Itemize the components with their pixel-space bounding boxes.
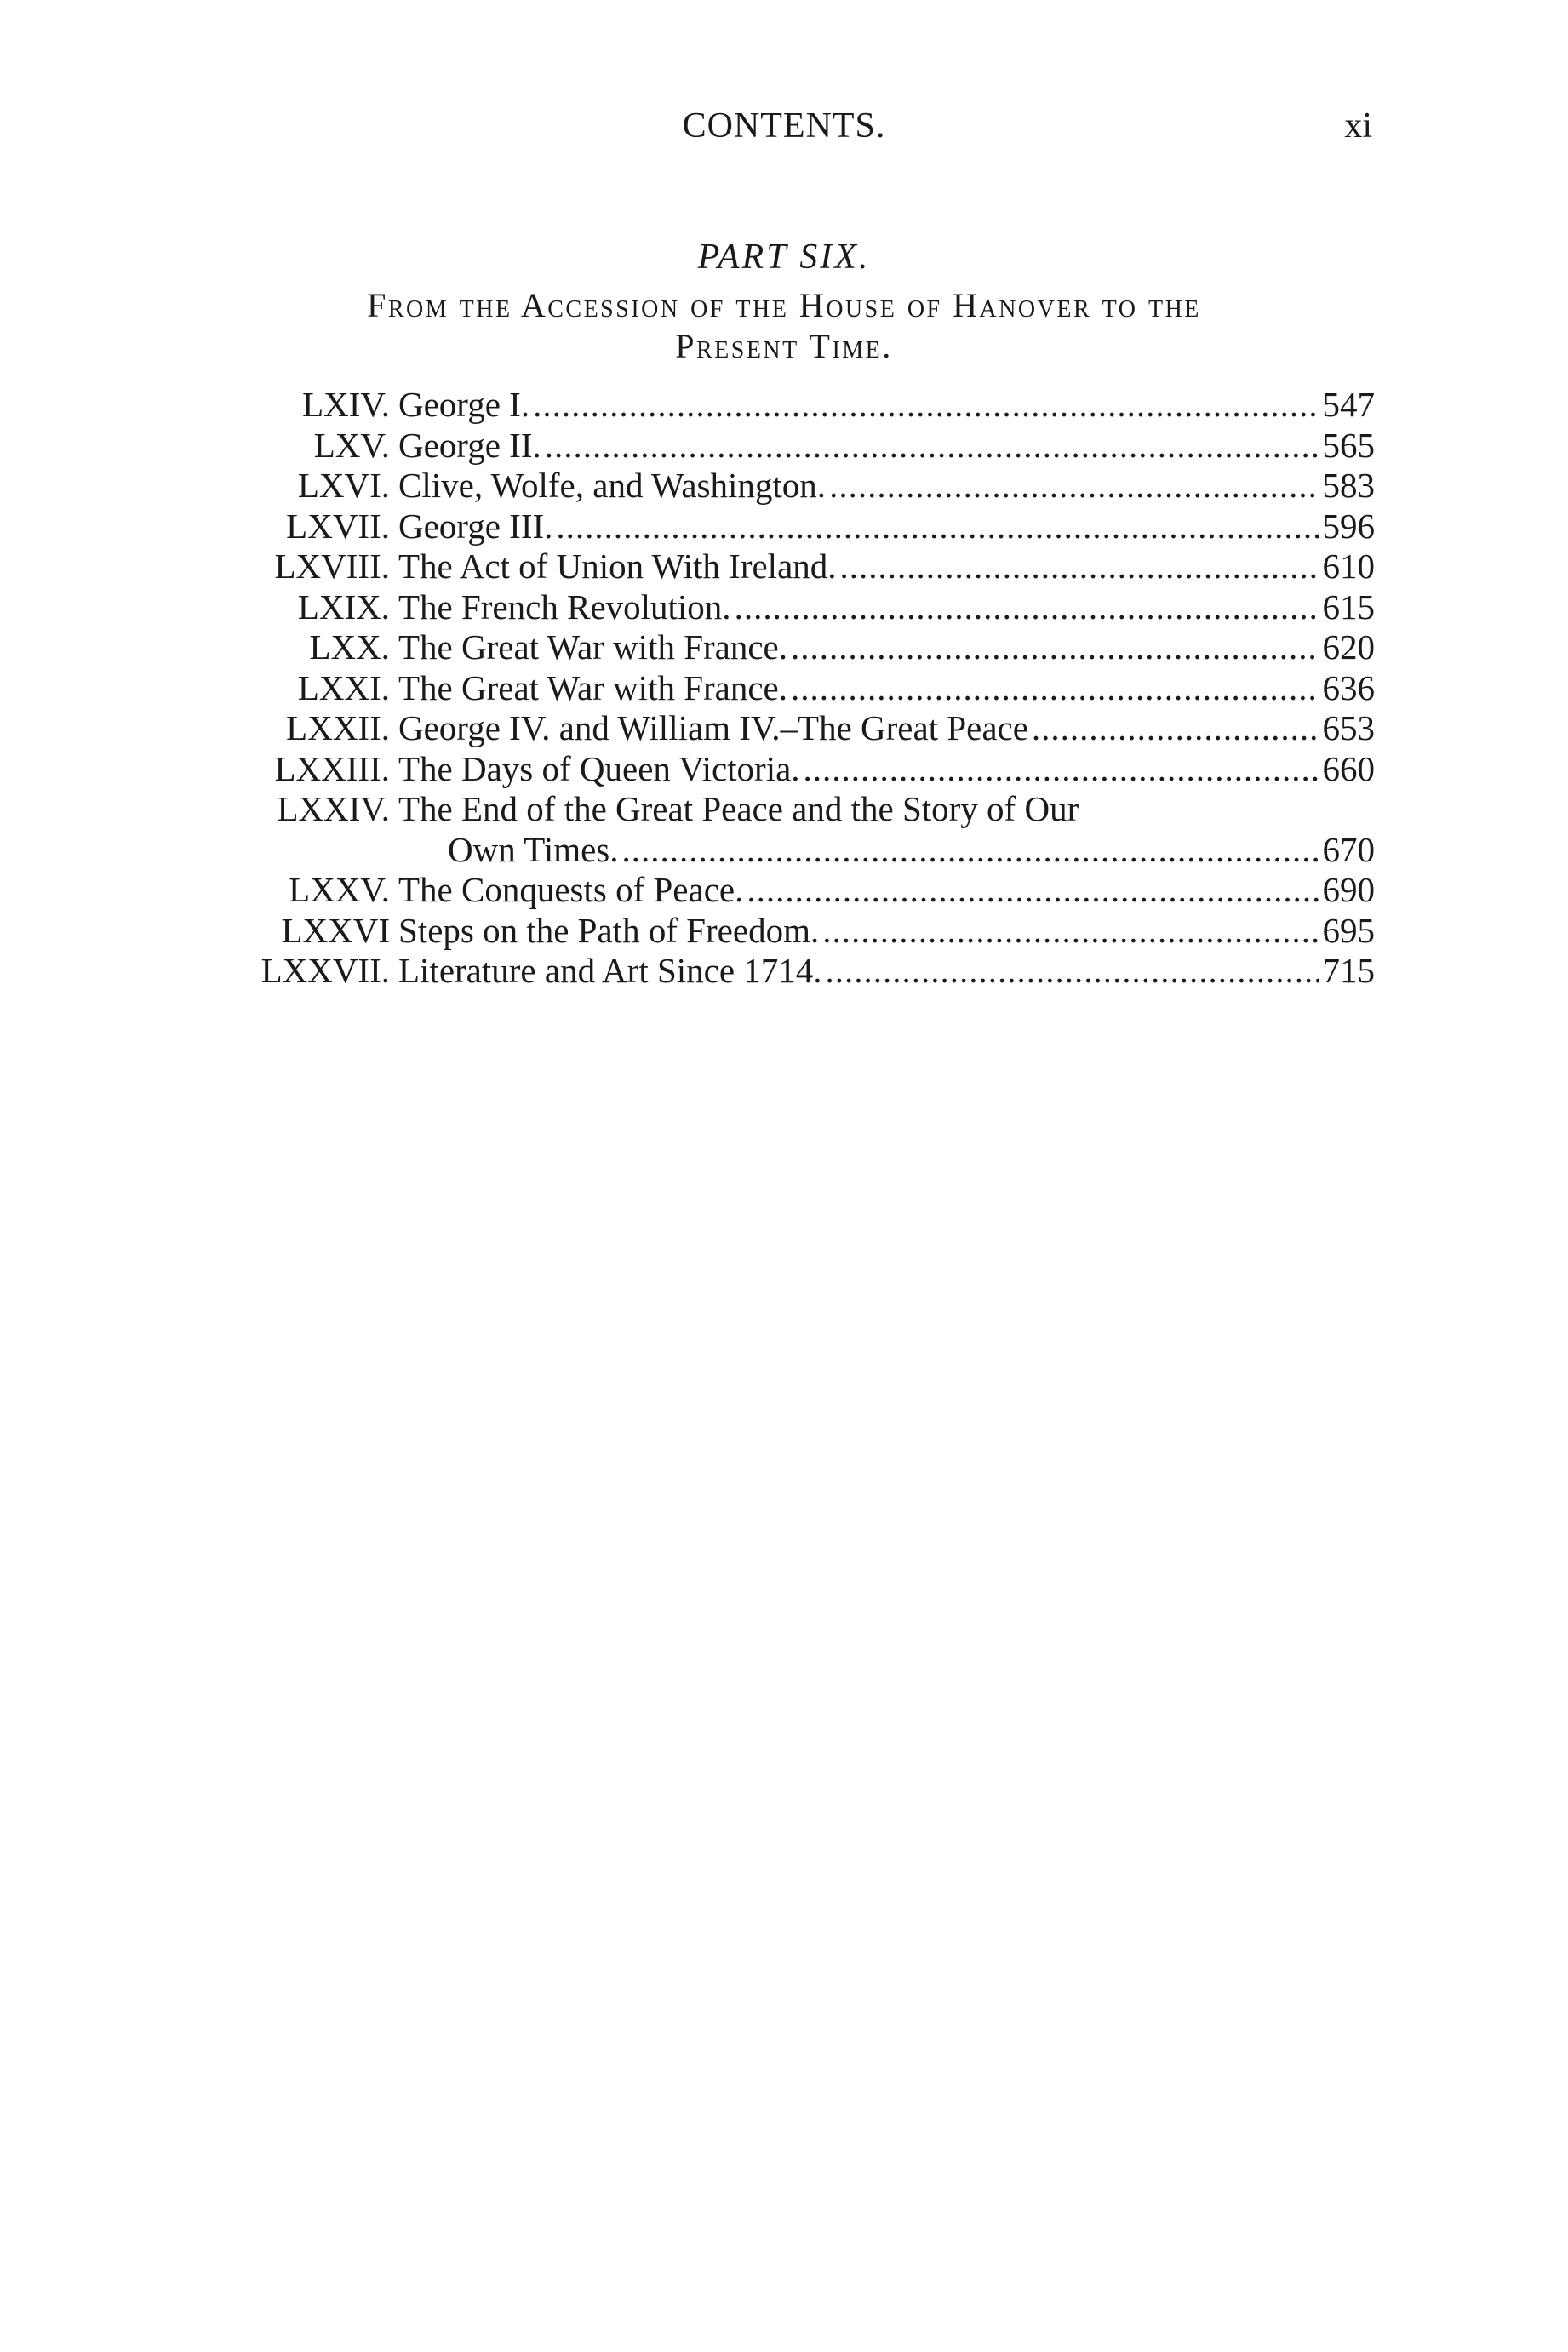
chapter-page: 583	[1322, 466, 1375, 505]
toc-entry[interactable]	[238, 749, 1375, 790]
chapter-number: LXVIII.	[274, 547, 390, 586]
chapter-title: George IV. and William IV.–The Great Peace	[398, 708, 1028, 747]
dot-leader	[804, 749, 1319, 790]
chapter-title: George I.	[398, 385, 530, 424]
dot-leader	[791, 627, 1319, 668]
dot-leader	[735, 587, 1319, 628]
dot-leader	[829, 466, 1319, 506]
chapter-number: LXXVII.	[260, 951, 390, 990]
chapter-page: 547	[1322, 385, 1375, 424]
toc-entry[interactable]	[238, 870, 1375, 911]
table-of-contents	[238, 385, 1375, 992]
chapter-page: 715	[1322, 951, 1375, 990]
part-subtitle	[255, 285, 1313, 367]
chapter-title: The Days of Queen Victoria.	[398, 748, 800, 788]
dot-leader	[556, 506, 1319, 547]
toc-entry[interactable]	[238, 506, 1375, 547]
toc-entry[interactable]	[238, 708, 1375, 749]
chapter-number: LXXI.	[297, 667, 390, 707]
chapter-number: LXIV.	[302, 385, 390, 424]
chapter-title: The Great War with France.	[398, 667, 788, 707]
toc-entry[interactable]	[238, 911, 1375, 952]
part-subtitle-line-2: Present Time.	[675, 327, 893, 365]
chapter-page: 653	[1322, 708, 1375, 747]
running-title: CONTENTS.	[682, 106, 886, 146]
chapter-title: Steps on the Path of Freedom.	[398, 910, 820, 950]
chapter-title: George II.	[398, 425, 541, 465]
part-title: PART SIX.	[697, 237, 871, 277]
dot-leader	[622, 830, 1319, 871]
chapter-title: The Act of Union With Ireland.	[398, 547, 837, 586]
toc-entry[interactable]	[238, 951, 1375, 992]
dot-leader	[747, 870, 1319, 911]
chapter-title: The Great War with France.	[398, 627, 788, 667]
toc-entry[interactable]	[238, 668, 1375, 709]
chapter-page: 620	[1322, 627, 1375, 667]
toc-entry[interactable]	[238, 547, 1375, 587]
chapter-number: LXVI.	[297, 466, 390, 505]
dot-leader	[822, 911, 1319, 952]
toc-entry[interactable]	[238, 627, 1375, 668]
chapter-title: Clive, Wolfe, and Washington.	[398, 466, 827, 505]
chapter-number: LXXV.	[289, 870, 390, 909]
chapter-page: 610	[1322, 547, 1375, 586]
chapter-number: LXV.	[313, 425, 390, 465]
chapter-title: The French Revolution.	[398, 587, 731, 627]
chapter-page: 690	[1322, 870, 1375, 909]
running-head	[0, 100, 1568, 152]
dot-leader	[826, 951, 1319, 992]
toc-entry[interactable]	[238, 426, 1375, 466]
chapter-number: LXVII.	[286, 506, 390, 546]
page-number: xi	[1344, 106, 1372, 146]
toc-entry[interactable]	[238, 385, 1375, 426]
chapter-number: LXXII.	[286, 708, 390, 747]
chapter-page: 695	[1322, 910, 1375, 950]
chapter-title: The Conquests of Peace.	[398, 870, 744, 909]
toc-entry[interactable]	[238, 587, 1375, 628]
chapter-page: 615	[1322, 587, 1375, 627]
chapter-page: 670	[1322, 829, 1375, 869]
chapter-page: 565	[1322, 425, 1375, 465]
part-subtitle-line-1: From the Accession of the House of Hanover to the	[367, 286, 1201, 324]
toc-entry[interactable]	[238, 466, 1375, 506]
chapter-title: Literature and Art Since 1714.	[398, 951, 822, 990]
dot-leader	[791, 668, 1319, 709]
dot-leader	[545, 426, 1319, 466]
dot-leader	[533, 385, 1319, 426]
chapter-title: The End of the Great Peace and the Story of Our	[398, 789, 1079, 828]
chapter-title-continued: Own Times.	[448, 829, 619, 869]
chapter-number: LXX.	[309, 627, 390, 667]
dot-leader	[1032, 708, 1319, 749]
chapter-page: 660	[1322, 748, 1375, 788]
chapter-title: George III.	[398, 506, 553, 546]
toc-entry[interactable]	[238, 789, 1375, 870]
chapter-page: 596	[1322, 506, 1375, 546]
dot-leader	[840, 547, 1319, 587]
chapter-number: LXIX.	[297, 587, 390, 627]
chapter-number: LXXVI	[281, 910, 390, 950]
chapter-number: LXXIII.	[274, 748, 390, 788]
chapter-page: 636	[1322, 667, 1375, 707]
chapter-number: LXXIV.	[277, 789, 390, 828]
